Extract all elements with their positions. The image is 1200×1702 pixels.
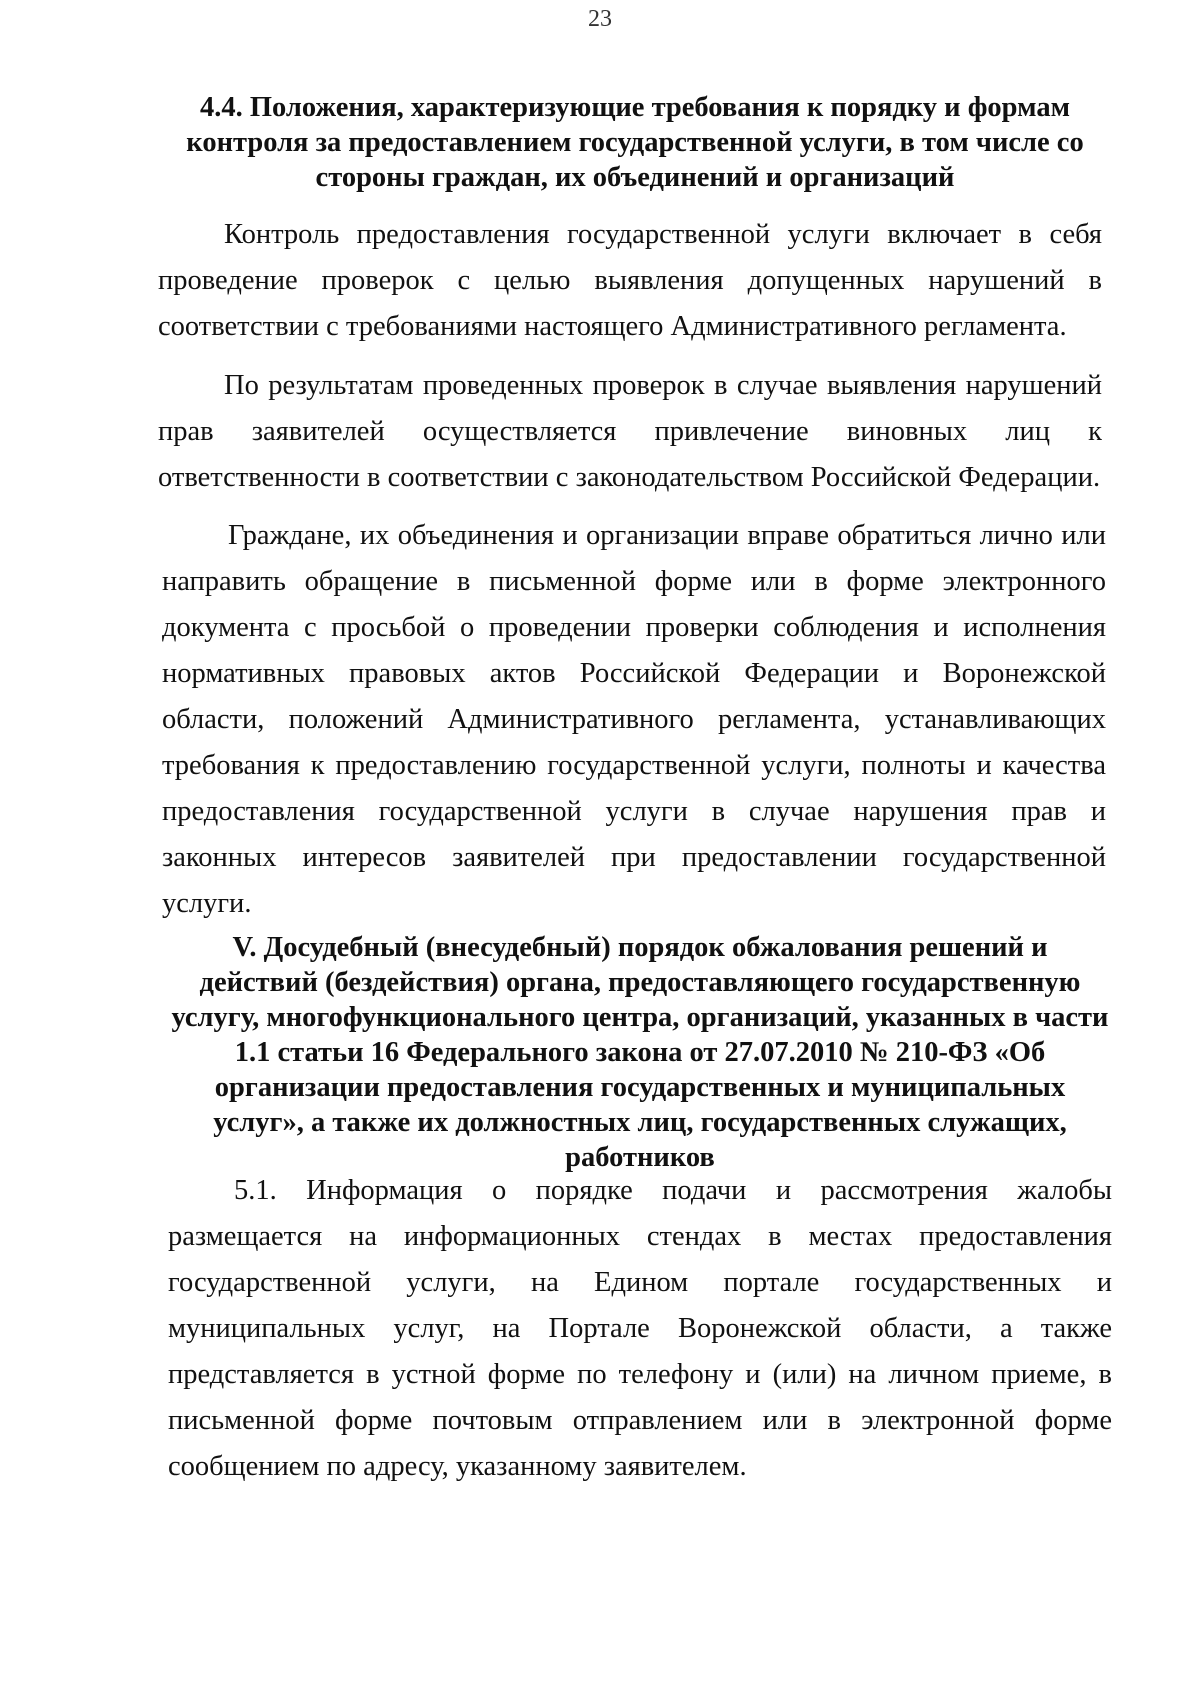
paragraph-responsibility: По результатам проведенных проверок в случае выявления нарушений прав заявителей осуществляется привлечение виновных лиц к ответственности в соответствии с законодательством Российской Федерации. bbox=[158, 370, 1102, 493]
paragraph-5-1: 5.1. Информация о порядке подачи и рассмотрения жалобы размещается на информационных стендах в местах предоставления государственной услуги, на Едином портале государственных и муниципальных услуг, на Портале Воронежской области, а также представляется в устной форме по телефону и (или) на личном приеме, в письменной форме почтовым отправлением или в электронной форме сообщением по адресу, указанному заявителем. bbox=[168, 1175, 1112, 1482]
page-number: 23 bbox=[588, 6, 612, 32]
paragraph-control: Контроль предоставления государственной услуги включает в себя проведение проверок с целью выявления допущенных нарушений в соответствии с требованиями настоящего Административного регламента. bbox=[158, 219, 1102, 342]
paragraph-citizens-appeal: Граждане, их объединения и организации вправе обратиться лично или направить обращение в письменной форме или в форме электронного документа с просьбой о проведении проверки соблюдения и исполнения нормативных правовых актов Российской Федерации и Воронежской области, положений Административного регламента, устанавливающих требования к предоставлению государственной услуги, полноты и качества предоставления государственной услуги в случае нарушения прав и законных интересов заявителей при предоставлении государственной услуги. bbox=[162, 520, 1106, 919]
section-4-4-heading: 4.4. Положения, характеризующие требования к порядку и формам контроля за предоставлением государственной услуги, в том числе со стороны граждан, их объединений и организаций bbox=[186, 92, 1084, 193]
section-5-heading: V. Досудебный (внесудебный) порядок обжалования решений и действий (бездействия) органа, предоставляющего государственную услугу, многофункционального центра, организаций, указанных в части 1.1 статьи 16 Федерального закона от 27.07.2010 № 210-ФЗ «Об организации предоставления государственных и муниципальных услуг», а также их должностных лиц, государственных служащих, работников bbox=[171, 932, 1109, 1173]
